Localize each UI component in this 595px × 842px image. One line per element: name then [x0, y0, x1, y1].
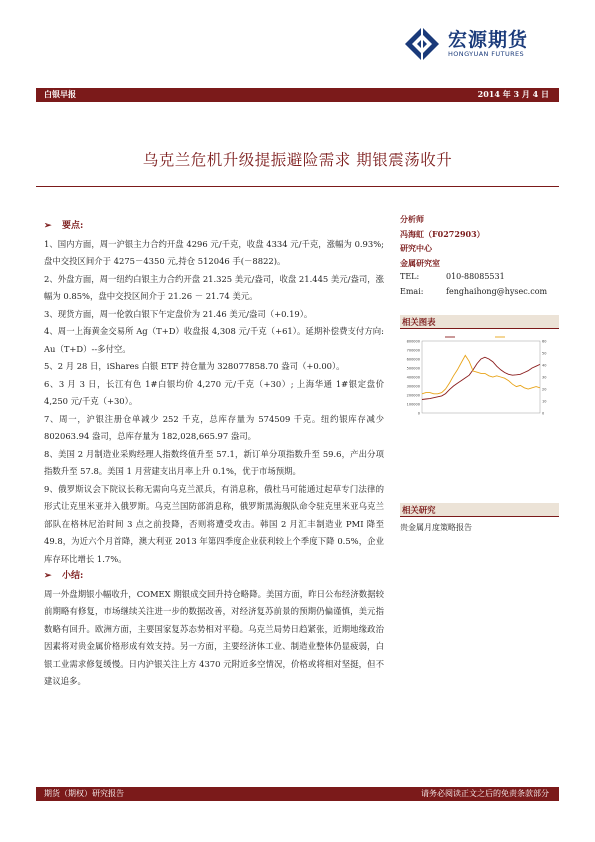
point-5: 5、2 月 28 日，iShares 白银 ETF 持仓量为 328077858.70 盎司（+0.00）。: [44, 361, 345, 371]
left-tick-label: 700000: [406, 348, 420, 353]
research-center: 研究中心: [400, 243, 432, 253]
title-divider: [36, 186, 559, 187]
brand-name-en: HONGYUAN FUTURES: [448, 50, 525, 58]
email-link[interactable]: fenghaihong@hysec.com: [446, 286, 548, 296]
right-tick-label: 40: [542, 363, 547, 368]
left-tick-label: 0: [417, 411, 420, 416]
right-tick-label: 10: [542, 399, 547, 404]
right-tick-label: 20: [542, 387, 547, 392]
report-type: 白银早报: [44, 89, 76, 99]
analyst-name: 冯海虹（F0272903）: [400, 228, 485, 239]
brand-name-cn: 宏源期货: [448, 29, 529, 51]
series-line-1: [422, 355, 540, 393]
footer-disclaimer: 请务必阅读正文之后的免责条款部分: [421, 789, 549, 798]
chart-frame: [422, 341, 540, 413]
summary-heading: [44, 568, 384, 586]
hongyuan-logo-icon: [404, 26, 440, 62]
highlights-heading: [44, 218, 384, 236]
left-tick-label: 300000: [406, 384, 420, 389]
email-row: [400, 285, 559, 300]
point-2: 2、外盘方面，周一纽约白银主力合约开盘 21.325 美元/盎司，收盘 21.445 美元/盎司，涨幅为 0.85%，盘中交投区间介于 21.26 － 21.74 美元。: [44, 273, 384, 301]
sidebar: [400, 212, 559, 535]
report-date: 2014 年 3 月 4 日: [477, 89, 549, 99]
company-logo: [404, 22, 554, 66]
arrow-bullet-icon: ➢: [44, 221, 52, 231]
right-tick-label: 0: [542, 411, 545, 416]
point-8: 8、美国 2 月制造业采购经理人指数终值升至 57.1，新订单分项指数升至 59.6，产出分项指数升至 57.8。美国 1 月营建支出月率上升 0.1%，优于市场预期。: [44, 448, 384, 476]
related-heading: 相关研究: [400, 503, 559, 517]
related-item[interactable]: 贵金属月度策略报告: [400, 522, 472, 532]
main-content: [44, 218, 384, 691]
highlights-heading-label: 要点:: [62, 221, 84, 231]
point-4: 4、周一上海黄金交易所 Ag（T+D）收盘报 4,308 元/千克（+61）。延期补偿费支付方向: Au（T+D）--多付空。: [44, 326, 384, 354]
point-3: 3、现货方面，周一伦敦白银下午定盘价为 21.46 美元/盎司（+0.19）。: [44, 308, 313, 319]
header-bar: [36, 88, 559, 102]
left-tick-label: 200000: [406, 393, 420, 398]
left-tick-label: 100000: [406, 402, 420, 407]
right-tick-label: 50: [542, 351, 547, 356]
point-7: 7、周一，沪银注册仓单减少 252 千克，总库存量为 574509 千克。纽约银库存减少 802063.94 盎司，总库存量为 182,028,665.97 盎司。: [44, 413, 384, 441]
left-tick-label: 800000: [406, 339, 420, 344]
footer-left: 期货（期权）研究报告: [44, 789, 124, 798]
tel-label: TEL:: [400, 272, 420, 281]
tel-row: [400, 270, 559, 285]
summary-text: 周一外盘期银小幅收升，COMEX 期银成交回升持仓略降。美国方面，昨日公布经济数据较前期略有修复，市场继续关注进一步的数据改善，对经济复苏前景的预期仍偏谨慎，美元指数略有回升。欧洲方面，主要国家复苏态势相对平稳。乌克兰局势日趋紧张，近期地缘政治因素将对贵金属价格形成有效支持。另一方面，主要经济体工业、制造业整体仍显疲弱，白银工业需求修复缓慢。日内沪银关注上方 4370 元附近多空情况，价格或将相对坚挺，但不建议追多。: [44, 588, 384, 686]
footer-bar: [36, 787, 559, 801]
left-tick-label: 600000: [406, 357, 420, 362]
email-label: Emai:: [400, 286, 424, 296]
point-9: 9、俄罗斯议会下院议长称无需向乌克兰派兵，有消息称，俄杜马可能通过起草专门法律的形式让克里米亚并入俄罗斯。乌克兰国防部消息称，俄罗斯黑海舰队命令驻克里米亚乌克兰部队在格林尼治时间 3 点之前投降，否则将遭受攻击。韩国 2 月汇丰制造业 PMI 降至 49.8，为近六个月首降，澳大利亚 2013 年第四季度企业获利较上个季度下降 0.5%，企业库存环比增长 1.7%。: [44, 483, 384, 564]
right-tick-label: 60: [542, 339, 547, 344]
point-1: 1、国内方面，周一沪银主力合约开盘 4296 元/千克，收盘 4334 元/千克，涨幅为 0.93%;盘中交投区间介于 4275－4350 元,持仓 512046 手(－8822)。: [44, 238, 384, 266]
point-6: 6、3 月 3 日，长江有色 1#白银均价 4,270 元/千克（+30）; 上海华通 1#银定盘价 4,250 元/千克（+30）。: [44, 378, 384, 406]
report-title: 乌克兰危机升级提振避险需求 期银震荡收升: [142, 151, 453, 169]
chart-heading: 相关图表: [400, 315, 559, 329]
arrow-bullet-icon: ➢: [44, 571, 52, 581]
research-office: 金属研究室: [400, 257, 440, 268]
related-chart: [400, 333, 555, 433]
summary-heading-label: 小结:: [62, 571, 84, 581]
analyst-label: 分析师: [400, 214, 424, 224]
right-tick-label: 30: [542, 375, 547, 380]
tel-value: 010-88085531: [446, 272, 505, 281]
left-tick-label: 400000: [406, 375, 420, 380]
left-tick-label: 500000: [406, 366, 420, 371]
